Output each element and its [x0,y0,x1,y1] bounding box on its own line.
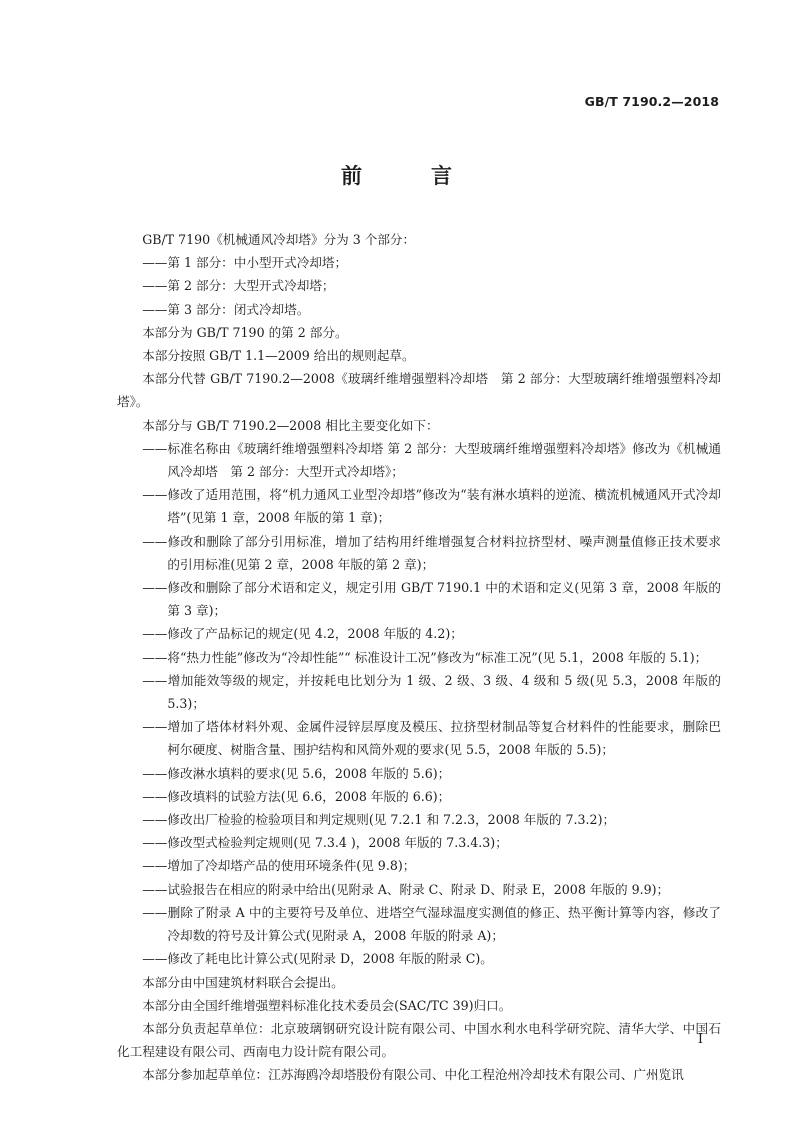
change-list-item: ——删除了附录 A 中的主要符号及单位、进塔空气湿球温度实测值的修正、热平衡计算等内容，修改了冷却数的符号及计算公式(见附录 A，2008 年版的附录 A)； [142,904,721,944]
body-paragraph: 本部分负责起草单位：北京玻璃钢研究设计院有限公司、中国水利水电科学研究院、清华大学、中国石化工程建设有限公司、西南电力设计院有限公司。 [117,1020,721,1060]
change-list-item: ——试验报告在相应的附录中给出(见附录 A、附录 C、附录 D、附录 E，2008 年版的 9.9)； [142,881,670,897]
body-paragraph: 本部分由全国纤维增强塑料标准化技术委员会(SAC/TC 39)归口。 [142,997,512,1013]
body-paragraph: 本部分参加起草单位：江苏海鸥冷却塔股份有限公司、中化工程沧州冷却技术有限公司、广州览讯 [142,1067,684,1083]
change-list-item: ——增加能效等级的规定，并按耗电比划分为 1 级、2 级、3 级、4 级和 5 级(见 5.3，2008 年版的 5.3)； [142,672,721,712]
change-list-item: ——修改了适用范围，将“机力通风工业型冷却塔”修改为“装有淋水填料的逆流、横流机械通风开式冷却塔”(见第 1 章，2008 年版的第 1 章)； [142,487,721,526]
change-list-item: ——将“热力性能”修改为“冷却性能”“ 标准设计工况”修改为“标准工况”(见 5.1，2008 年版的 5.1)； [142,649,708,665]
body-paragraph: 本部分代替 GB/T 7190.2—2008《玻璃纤维增强塑料冷却塔 第 2 部分：大型玻璃纤维增强塑料冷却塔》。 [117,371,721,410]
body-paragraph: 本部分为 GB/T 7190 的第 2 部分。 [142,324,348,340]
foreword-body [117,228,721,1087]
body-paragraph: ——第 3 部分：闭式冷却塔。 [142,301,310,317]
change-list-item: ——标准名称由《玻璃纤维增强塑料冷却塔 第 2 部分：大型玻璃纤维增强塑料冷却塔》修改为《机械通风冷却塔 第 2 部分：大型开式冷却塔》； [142,440,721,480]
page-number: I [697,1032,703,1047]
body-paragraph: GB/T 7190《机械通风冷却塔》分为 3 个部分： [142,232,416,247]
body-paragraph: 本部分按照 GB/T 1.1—2009 给出的规则起草。 [142,348,415,364]
body-paragraph: 本部分由中国建筑材料联合会提出。 [142,974,344,990]
change-list-item: ——修改了产品标记的规定(见 4.2，2008 年版的 4.2)； [142,626,463,642]
body-paragraph: ——第 1 部分：中小型开式冷却塔； [142,255,348,271]
change-list-item: ——修改型式检验判定规则(见 7.3.4 )，2008 年版的 7.3.4.3)； [142,835,508,851]
change-list-item: ——修改和删除了部分引用标准，增加了结构用纤维增强复合材料拉挤型材、噪声测量值修正技术要求的引用标准(见第 2 章，2008 年版的第 2 章)； [142,533,721,572]
change-list-item: ——增加了冷却塔产品的使用环境条件(见 9.8)； [142,858,416,874]
change-list-item: ——修改和删除了部分术语和定义，规定引用 GB/T 7190.1 中的术语和定义(见第 3 章，2008 年版的第 3 章)； [142,580,721,619]
change-list-item: ——修改了耗电比计算公式(见附录 D，2008 年版的附录 C)。 [142,951,493,967]
change-list-item: ——增加了塔体材料外观、金属件浸锌层厚度及模压、拉挤型材制品等复合材料件的性能要求，删除巴柯尔硬度、树脂含量、围护结构和风筒外观的要求(见 5.5，2008 年版的 5.5)； [142,719,721,758]
body-paragraph: ——第 2 部分：大型开式冷却塔； [142,278,335,294]
body-paragraph: 本部分与 GB/T 7190.2—2008 相比主要变化如下： [142,417,439,433]
change-list-item: ——修改填料的试验方法(见 6.6，2008 年版的 6.6)； [142,788,451,804]
standard-code: GB/T 7190.2—2018 [584,94,719,109]
change-list-item: ——修改淋水填料的要求(见 5.6，2008 年版的 5.6)； [142,765,451,781]
page-title: 前 言 [341,164,476,188]
change-list-item: ——修改出厂检验的检验项目和判定规则(见 7.2.1 和 7.2.3，2008 年版的 7.3.2)； [142,812,616,828]
